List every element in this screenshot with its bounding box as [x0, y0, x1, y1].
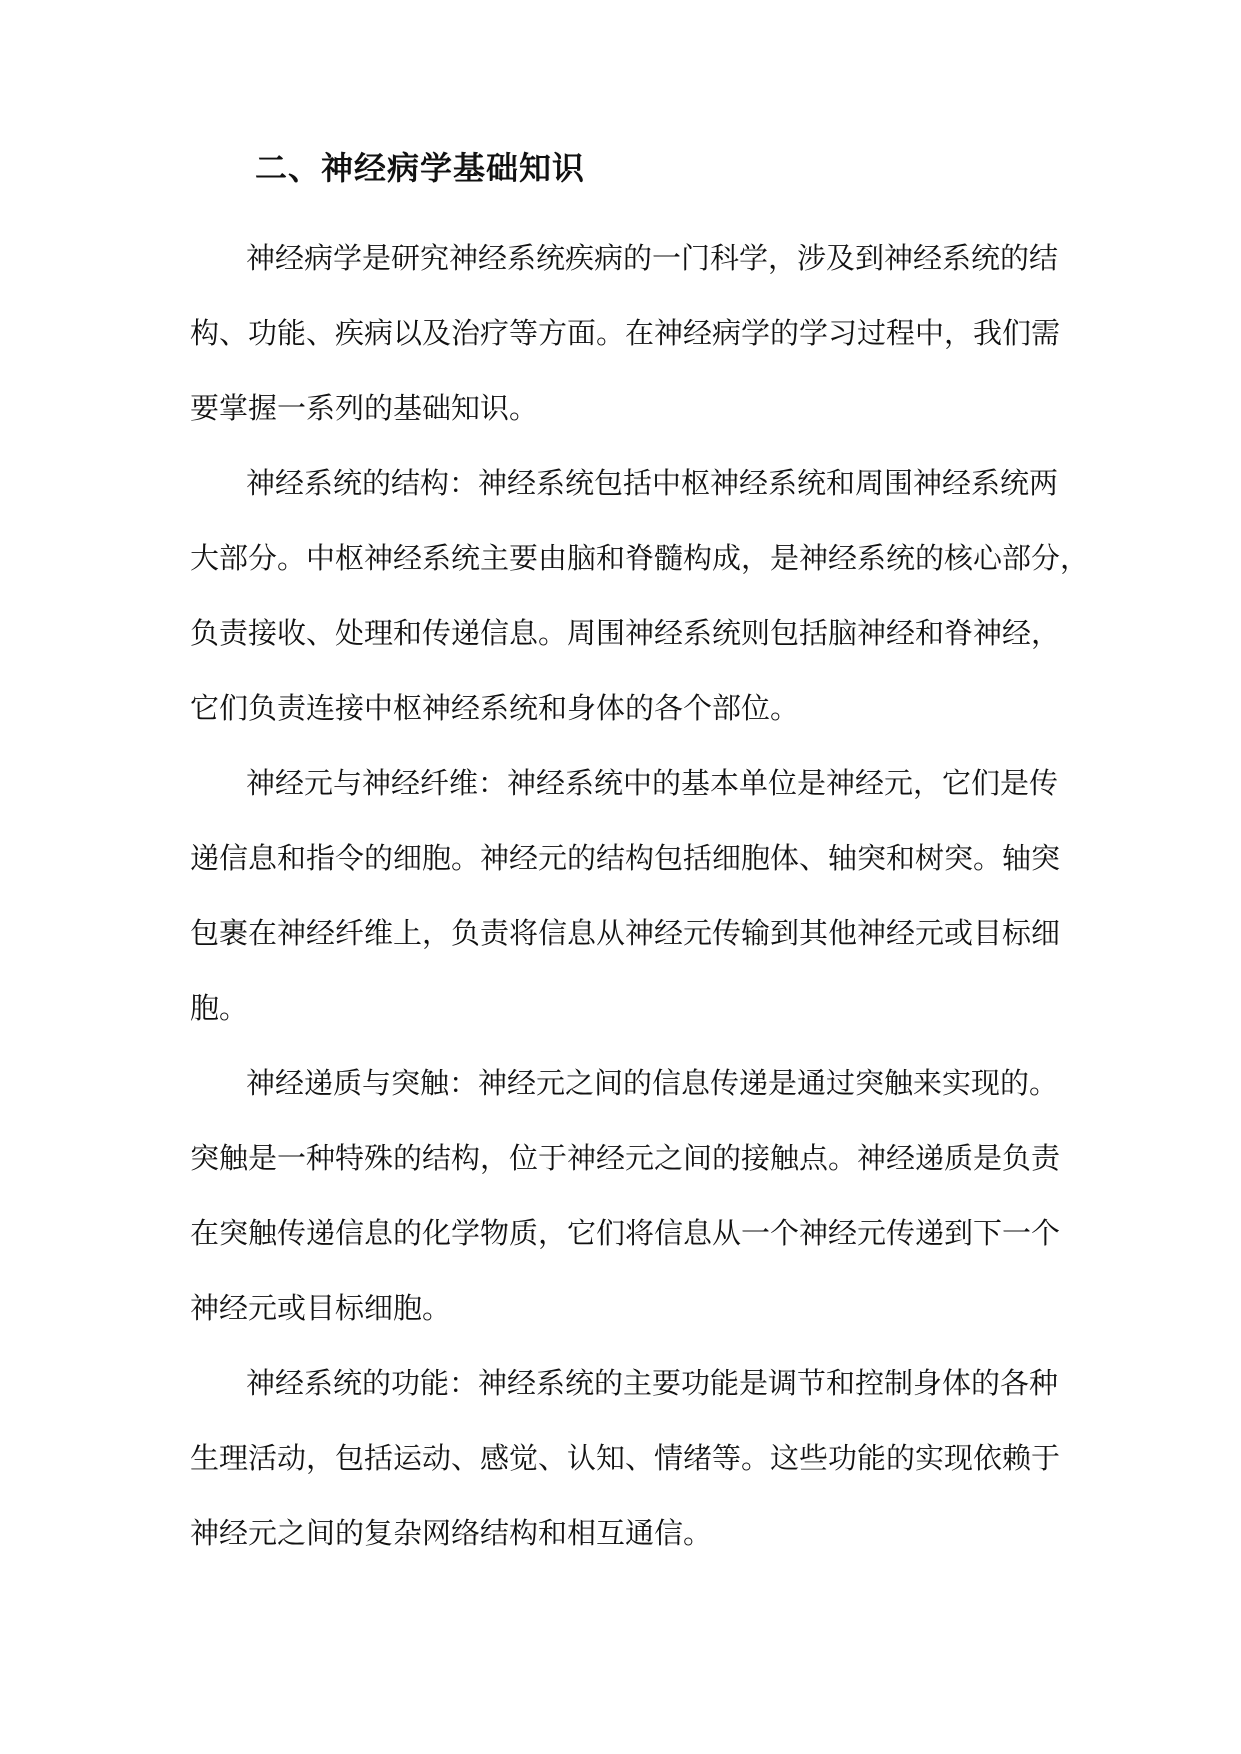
paragraph-4-line-1: 神经递质与突触：神经元之间的信息传递是通过突触来实现的。	[246, 1066, 1059, 1100]
paragraph-1-line-2: 构、功能、疾病以及治疗等方面。在神经病学的学习过程中，我们需	[190, 316, 1061, 350]
paragraph-5-line-3: 神经元之间的复杂网络结构和相互通信。	[190, 1516, 713, 1550]
paragraph-3-line-4: 胞。	[190, 991, 249, 1025]
paragraph-2-line-4: 它们负责连接中枢神经系统和身体的各个部位。	[190, 691, 800, 725]
paragraph-2-line-2: 大部分。中枢神经系统主要由脑和脊髓构成，是神经系统的核心部分，	[190, 541, 1090, 575]
paragraph-5-line-1: 神经系统的功能：神经系统的主要功能是调节和控制身体的各种	[246, 1366, 1059, 1400]
paragraph-2-line-1: 神经系统的结构：神经系统包括中枢神经系统和周围神经系统两	[246, 466, 1059, 500]
paragraph-5-line-2: 生理活动，包括运动、感觉、认知、情绪等。这些功能的实现依赖于	[190, 1441, 1061, 1475]
paragraph-1-line-1: 神经病学是研究神经系统疾病的一门科学，涉及到神经系统的结	[246, 241, 1059, 275]
paragraph-3-line-1: 神经元与神经纤维：神经系统中的基本单位是神经元，它们是传	[246, 766, 1059, 800]
paragraph-3-line-3: 包裹在神经纤维上，负责将信息从神经元传输到其他神经元或目标细	[190, 916, 1061, 950]
paragraph-4-line-4: 神经元或目标细胞。	[190, 1291, 452, 1325]
paragraph-4-line-3: 在突触传递信息的化学物质，它们将信息从一个神经元传递到下一个	[190, 1216, 1061, 1250]
paragraph-2-line-3: 负责接收、处理和传递信息。周围神经系统则包括脑神经和脊神经，	[190, 616, 1061, 650]
paragraph-4-line-2: 突触是一种特殊的结构，位于神经元之间的接触点。神经递质是负责	[190, 1141, 1061, 1175]
section-title: 二、神经病学基础知识	[255, 149, 586, 187]
paragraph-1-line-3: 要掌握一系列的基础知识。	[190, 391, 539, 425]
paragraph-3-line-2: 递信息和指令的细胞。神经元的结构包括细胞体、轴突和树突。轴突	[190, 841, 1061, 875]
